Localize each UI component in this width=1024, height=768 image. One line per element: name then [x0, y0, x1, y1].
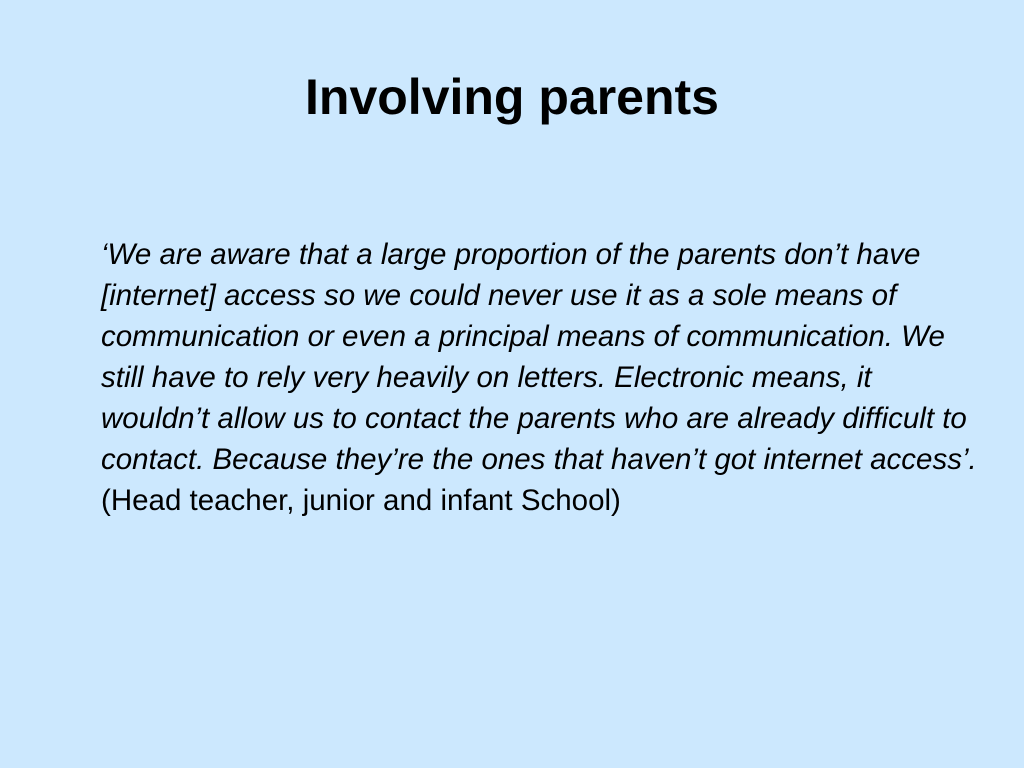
- quote-paragraph: [101, 234, 981, 521]
- quote-text: ‘We are aware that a large proportion of the parents don’t have [internet] access so we could never use it as a sole means of communication or even a principal means of communication. We still have to rely very heavily on letters. Electronic means, it wouldn’t allow us to contact the parents who are already difficult to contact. Because they’re the ones that haven’t got internet access’.: [101, 238, 977, 476]
- slide-title: Involving parents: [305, 69, 719, 125]
- quote-attribution: (Head teacher, junior and infant School): [101, 484, 621, 517]
